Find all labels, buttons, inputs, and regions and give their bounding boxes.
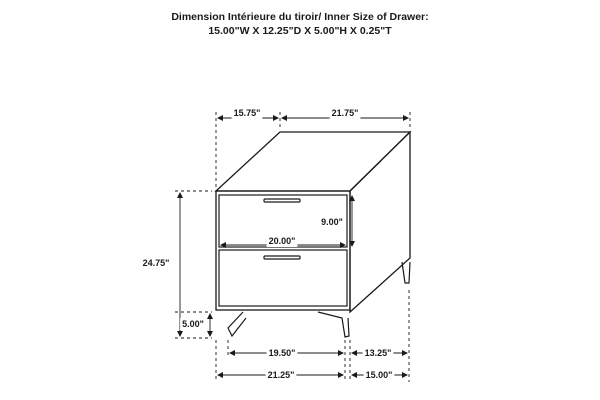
back-right-leg bbox=[402, 262, 410, 283]
label-top-width: 21.75" bbox=[331, 108, 359, 118]
label-bottom-width: 21.25" bbox=[267, 370, 295, 380]
bottom-drawer-handle bbox=[264, 256, 300, 259]
nightstand-body bbox=[216, 132, 410, 312]
top-drawer-handle bbox=[264, 199, 300, 202]
label-total-height: 24.75" bbox=[142, 258, 170, 268]
label-leg-span-width: 19.50" bbox=[268, 348, 296, 358]
heading-line-2: 15.00"W X 12.25"D X 5.00"H X 0.25"T bbox=[208, 25, 392, 37]
front-left-leg bbox=[228, 312, 246, 336]
label-leg-height: 5.00" bbox=[182, 319, 204, 329]
drawers bbox=[219, 195, 347, 306]
label-drawer-height: 9.00" bbox=[321, 217, 343, 227]
legs bbox=[228, 262, 410, 337]
heading-line-1: Dimension Intérieure du tiroir/ Inner Size of Drawer: bbox=[171, 11, 429, 23]
label-leg-span-depth: 13.25" bbox=[364, 348, 392, 358]
label-top-depth: 15.75" bbox=[233, 108, 261, 118]
front-right-leg bbox=[318, 312, 349, 337]
label-drawer-width: 20.00" bbox=[268, 236, 296, 246]
label-bottom-depth: 15.00" bbox=[365, 370, 393, 380]
side-face bbox=[350, 132, 410, 312]
